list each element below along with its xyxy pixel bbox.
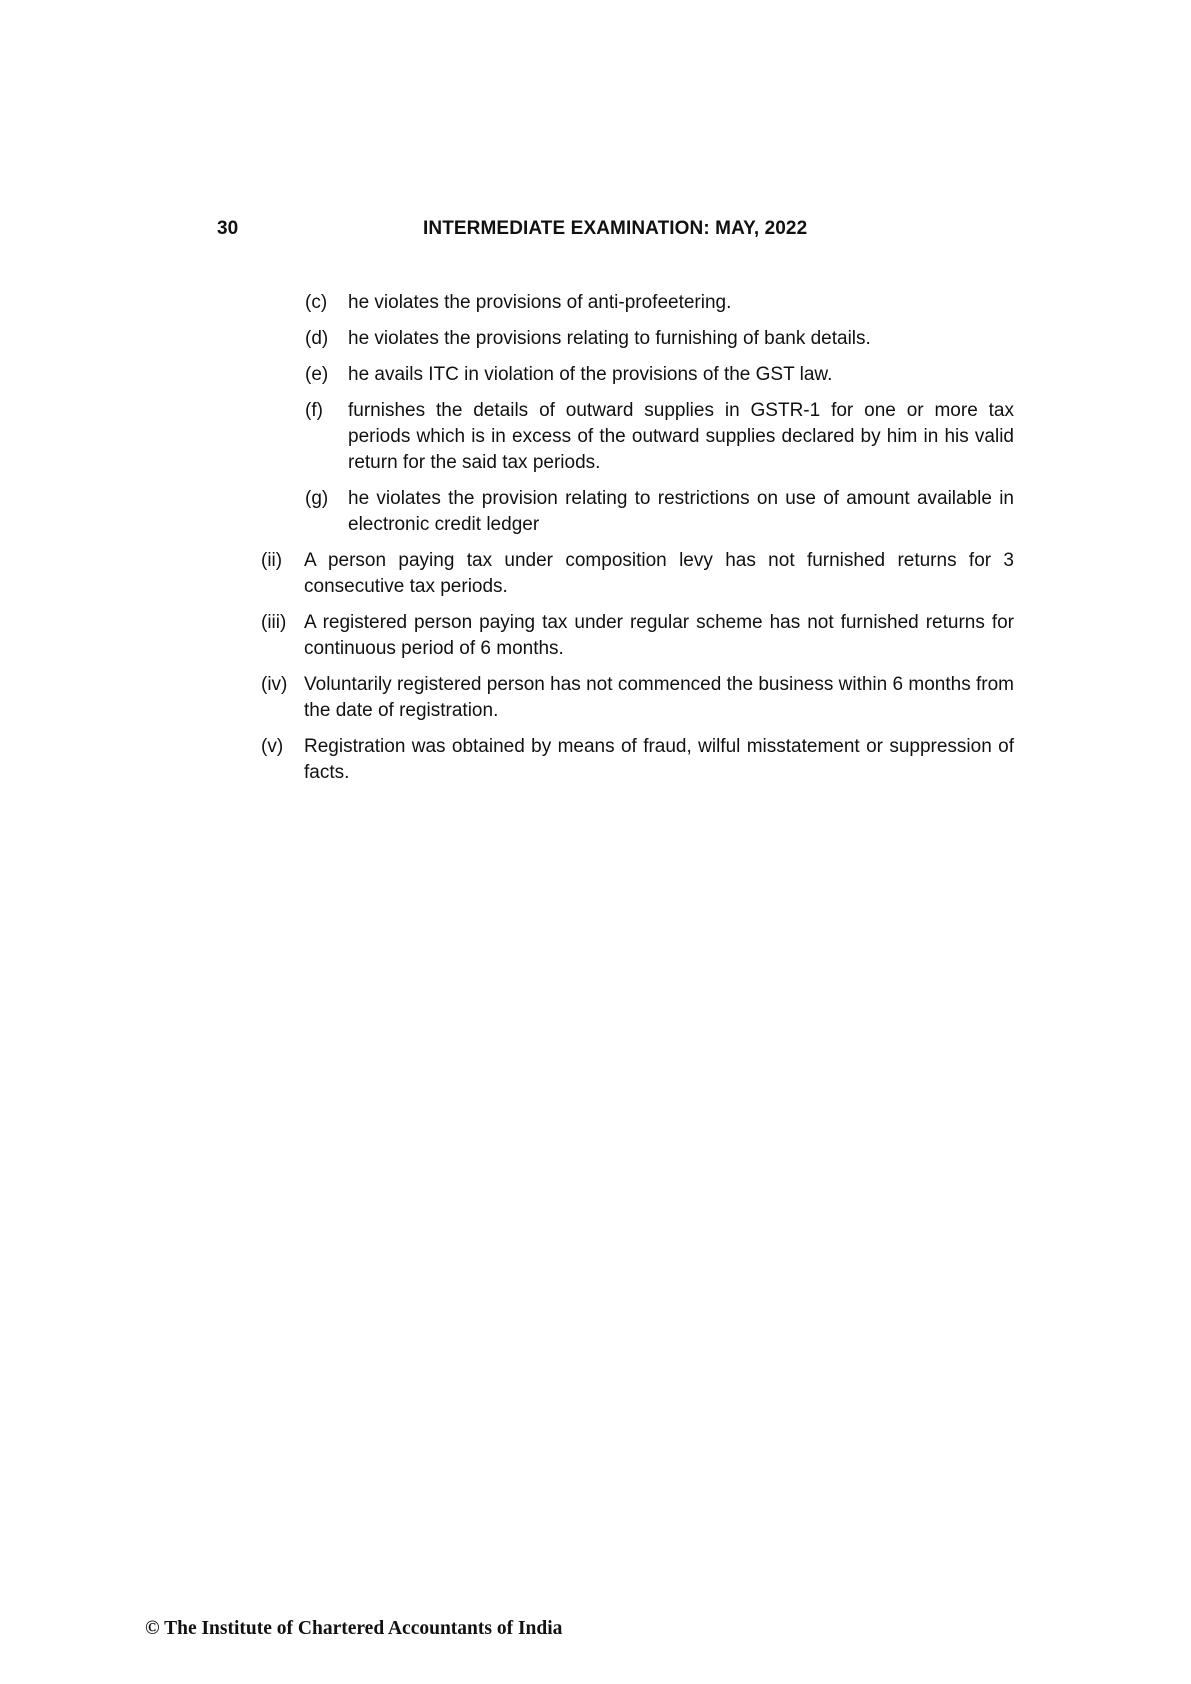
item-label: (f) <box>305 400 323 421</box>
item-label: (iv) <box>261 674 288 695</box>
item-label: (v) <box>261 736 284 757</box>
item-label: (ii) <box>261 550 283 571</box>
item-label: (d) <box>305 328 329 349</box>
running-title: INTERMEDIATE EXAMINATION: MAY, 2022 <box>423 218 808 239</box>
item-label: (iii) <box>261 612 287 633</box>
page-header <box>0 218 1191 248</box>
item-text: he violates the provision relating to restrictions on use of amount available in electronic credit ledger <box>348 488 1014 535</box>
item-label: (c) <box>305 292 328 313</box>
item-text: A person paying tax under composition levy has not furnished returns for 3 consecutive tax periods. <box>304 550 1014 597</box>
item-label: (e) <box>305 364 329 385</box>
item-text: he violates the provisions of anti-profeetering. <box>348 292 732 313</box>
copyright-footer: © The Institute of Chartered Accountants of India <box>145 1618 563 1639</box>
item-text: he avails ITC in violation of the provisions of the GST law. <box>348 364 833 385</box>
item-label: (g) <box>305 488 329 509</box>
page-number: 30 <box>217 218 239 239</box>
item-text: A registered person paying tax under regular scheme has not furnished returns for continuous period of 6 months. <box>304 612 1014 659</box>
item-text: he violates the provisions relating to furnishing of bank details. <box>348 328 871 349</box>
item-text: furnishes the details of outward supplies in GSTR-1 for one or more tax periods which is in excess of the outward supplies declared by him in his valid return for the said tax periods. <box>348 400 1014 473</box>
item-text: Registration was obtained by means of fraud, wilful misstatement or suppression of facts. <box>304 736 1014 783</box>
item-text: Voluntarily registered person has not commenced the business within 6 months from the date of registration. <box>304 674 1014 721</box>
